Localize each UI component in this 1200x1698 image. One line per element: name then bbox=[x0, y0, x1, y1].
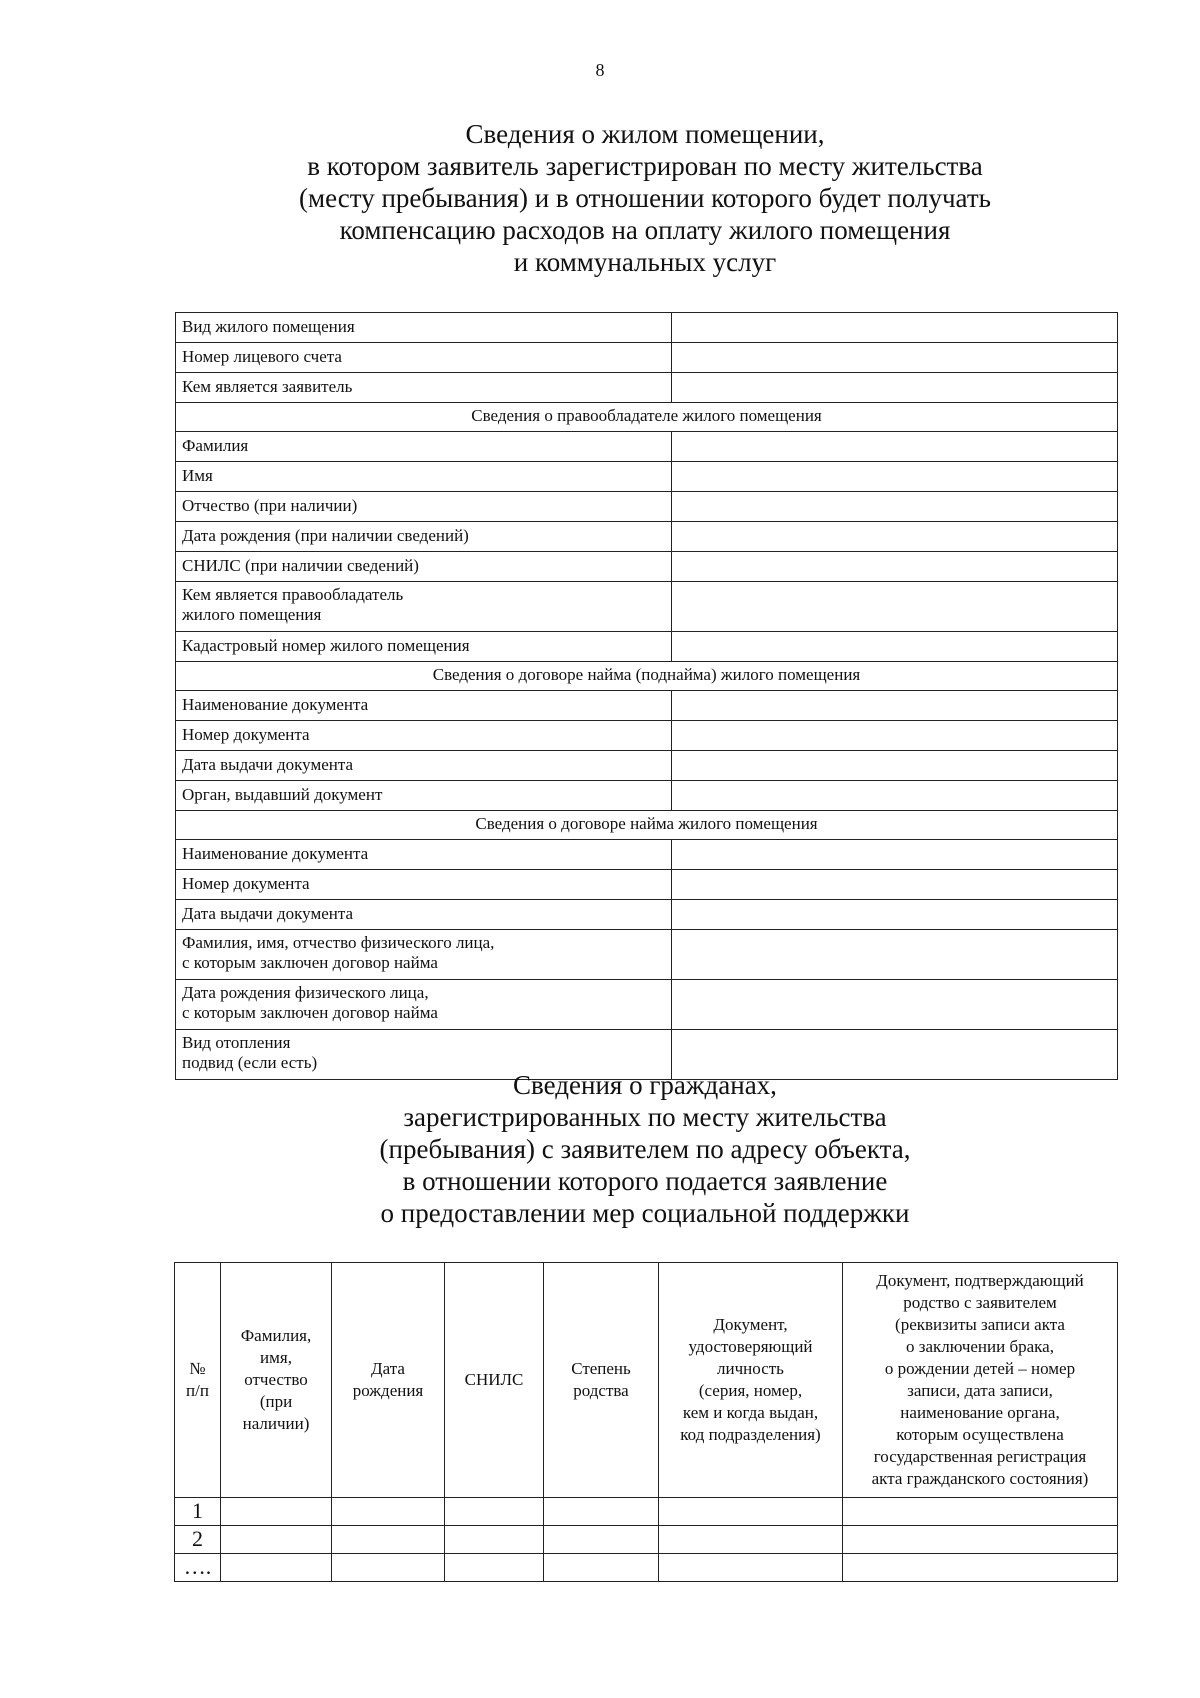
section-row bbox=[176, 811, 1118, 840]
label-line: Вид отопления bbox=[182, 1033, 291, 1052]
table-row bbox=[176, 492, 1118, 522]
row-label: СНИЛС (при наличии сведений) bbox=[176, 552, 672, 582]
citizens-table bbox=[174, 1262, 1118, 1582]
table-row bbox=[176, 462, 1118, 492]
value-cell[interactable] bbox=[672, 930, 1118, 980]
row-label: Вид жилого помещения bbox=[176, 313, 672, 343]
label-line: подвид (если есть) bbox=[182, 1053, 318, 1072]
row-label: Фамилия bbox=[176, 432, 672, 462]
table-cell[interactable] bbox=[544, 1498, 659, 1526]
column-header-kinship-doc: Документ, подтверждающий родство с заявителем (реквизиты записи акта о заключении брака, о рождении детей – номер записи, дата записи, наименование органа, которым осуществлена государственная регистрация акта гражданского состояния) bbox=[843, 1263, 1118, 1498]
table-row bbox=[176, 781, 1118, 811]
table-cell[interactable] bbox=[843, 1554, 1118, 1582]
row-number: …. bbox=[175, 1554, 221, 1582]
table-cell[interactable] bbox=[843, 1526, 1118, 1554]
heading-line: Сведения о гражданах, bbox=[513, 1070, 777, 1100]
lease-section-title: Сведения о договоре найма жилого помещения bbox=[176, 811, 1118, 840]
value-cell[interactable] bbox=[672, 721, 1118, 751]
row-label bbox=[176, 582, 672, 632]
header-row bbox=[175, 1263, 1118, 1498]
column-header-relation: Степень родства bbox=[544, 1263, 659, 1498]
page-number: 8 bbox=[595, 60, 605, 80]
value-cell[interactable] bbox=[672, 632, 1118, 662]
row-label: Наименование документа bbox=[176, 691, 672, 721]
table-row bbox=[176, 432, 1118, 462]
housing-section-heading bbox=[0, 118, 1200, 278]
value-cell[interactable] bbox=[672, 870, 1118, 900]
table-row bbox=[176, 900, 1118, 930]
value-cell[interactable] bbox=[672, 691, 1118, 721]
label-line: жилого помещения bbox=[182, 605, 322, 624]
table-cell[interactable] bbox=[445, 1498, 544, 1526]
heading-line: и коммунальных услуг bbox=[513, 247, 777, 277]
value-cell[interactable] bbox=[672, 980, 1118, 1030]
label-line: Фамилия, имя, отчество физического лица, bbox=[182, 933, 495, 952]
row-label: Номер документа bbox=[176, 721, 672, 751]
table-row bbox=[175, 1554, 1118, 1582]
heading-line: (месту пребывания) и в отношении которого будет получать bbox=[299, 183, 991, 213]
table-row bbox=[176, 552, 1118, 582]
value-cell[interactable] bbox=[672, 900, 1118, 930]
row-number: 2 bbox=[175, 1526, 221, 1554]
section-row bbox=[176, 662, 1118, 691]
heading-line: зарегистрированных по месту жительства bbox=[403, 1102, 887, 1132]
heading-line: в котором заявитель зарегистрирован по месту жительства bbox=[307, 151, 983, 181]
table-row bbox=[176, 632, 1118, 662]
table-cell[interactable] bbox=[659, 1526, 843, 1554]
row-number: 1 bbox=[175, 1498, 221, 1526]
heading-line: в отношении которого подается заявление bbox=[402, 1166, 888, 1196]
row-label: Номер лицевого счета bbox=[176, 343, 672, 373]
table-cell[interactable] bbox=[659, 1498, 843, 1526]
row-label bbox=[176, 930, 672, 980]
table-cell[interactable] bbox=[843, 1498, 1118, 1526]
owner-section-title: Сведения о правообладателе жилого помещения bbox=[176, 403, 1118, 432]
row-label: Кадастровый номер жилого помещения bbox=[176, 632, 672, 662]
value-cell[interactable] bbox=[672, 373, 1118, 403]
table-row bbox=[176, 840, 1118, 870]
table-row bbox=[176, 522, 1118, 552]
label-line: с которым заключен договор найма bbox=[182, 1003, 438, 1022]
sublease-section-title: Сведения о договоре найма (поднайма) жилого помещения bbox=[176, 662, 1118, 691]
table-row bbox=[175, 1526, 1118, 1554]
table-cell[interactable] bbox=[221, 1526, 332, 1554]
table-row bbox=[176, 870, 1118, 900]
table-row bbox=[176, 343, 1118, 373]
value-cell[interactable] bbox=[672, 840, 1118, 870]
row-label: Имя bbox=[176, 462, 672, 492]
table-cell[interactable] bbox=[659, 1554, 843, 1582]
table-cell[interactable] bbox=[221, 1554, 332, 1582]
table-row bbox=[176, 313, 1118, 343]
row-label: Наименование документа bbox=[176, 840, 672, 870]
row-label: Орган, выдавший документ bbox=[176, 781, 672, 811]
value-cell[interactable] bbox=[672, 492, 1118, 522]
table-cell[interactable] bbox=[332, 1554, 445, 1582]
value-cell[interactable] bbox=[672, 313, 1118, 343]
value-cell[interactable] bbox=[672, 781, 1118, 811]
column-header-identity-doc: Документ, удостоверяющий личность (серия, номер, кем и когда выдан, код подразделения) bbox=[659, 1263, 843, 1498]
value-cell[interactable] bbox=[672, 432, 1118, 462]
table-cell[interactable] bbox=[544, 1526, 659, 1554]
column-header-birth-date: Дата рождения bbox=[332, 1263, 445, 1498]
column-header-snils: СНИЛС bbox=[445, 1263, 544, 1498]
row-label bbox=[176, 980, 672, 1030]
table-row bbox=[176, 930, 1118, 980]
label-line: Кем является правообладатель bbox=[182, 585, 404, 604]
column-header-full-name: Фамилия, имя, отчество (при наличии) bbox=[221, 1263, 332, 1498]
housing-info-table bbox=[175, 312, 1118, 1080]
table-row bbox=[176, 582, 1118, 632]
column-header-number: № п/п bbox=[175, 1263, 221, 1498]
table-row bbox=[175, 1498, 1118, 1526]
value-cell[interactable] bbox=[672, 462, 1118, 492]
row-label: Дата выдачи документа bbox=[176, 900, 672, 930]
citizens-section-heading bbox=[0, 1069, 1200, 1229]
row-label: Дата выдачи документа bbox=[176, 751, 672, 781]
table-cell[interactable] bbox=[332, 1498, 445, 1526]
row-label: Дата рождения (при наличии сведений) bbox=[176, 522, 672, 552]
row-label: Номер документа bbox=[176, 870, 672, 900]
row-label: Отчество (при наличии) bbox=[176, 492, 672, 522]
table-cell[interactable] bbox=[445, 1526, 544, 1554]
table-row bbox=[176, 980, 1118, 1030]
table-cell[interactable] bbox=[332, 1526, 445, 1554]
table-cell[interactable] bbox=[544, 1554, 659, 1582]
heading-line: (пребывания) с заявителем по адресу объекта, bbox=[379, 1134, 911, 1164]
value-cell[interactable] bbox=[672, 552, 1118, 582]
heading-line: о предоставлении мер социальной поддержки bbox=[380, 1198, 910, 1228]
label-line: с которым заключен договор найма bbox=[182, 953, 438, 972]
heading-line: Сведения о жилом помещении, bbox=[465, 119, 825, 149]
table-row bbox=[176, 751, 1118, 781]
label-line: Дата рождения физического лица, bbox=[182, 983, 429, 1002]
value-cell[interactable] bbox=[672, 582, 1118, 632]
value-cell[interactable] bbox=[672, 522, 1118, 552]
value-cell[interactable] bbox=[672, 343, 1118, 373]
table-row bbox=[176, 373, 1118, 403]
table-row bbox=[176, 691, 1118, 721]
value-cell[interactable] bbox=[672, 751, 1118, 781]
table-cell[interactable] bbox=[445, 1554, 544, 1582]
heading-line: компенсацию расходов на оплату жилого помещения bbox=[339, 215, 951, 245]
section-row bbox=[176, 403, 1118, 432]
table-row bbox=[176, 721, 1118, 751]
row-label: Кем является заявитель bbox=[176, 373, 672, 403]
table-cell[interactable] bbox=[221, 1498, 332, 1526]
